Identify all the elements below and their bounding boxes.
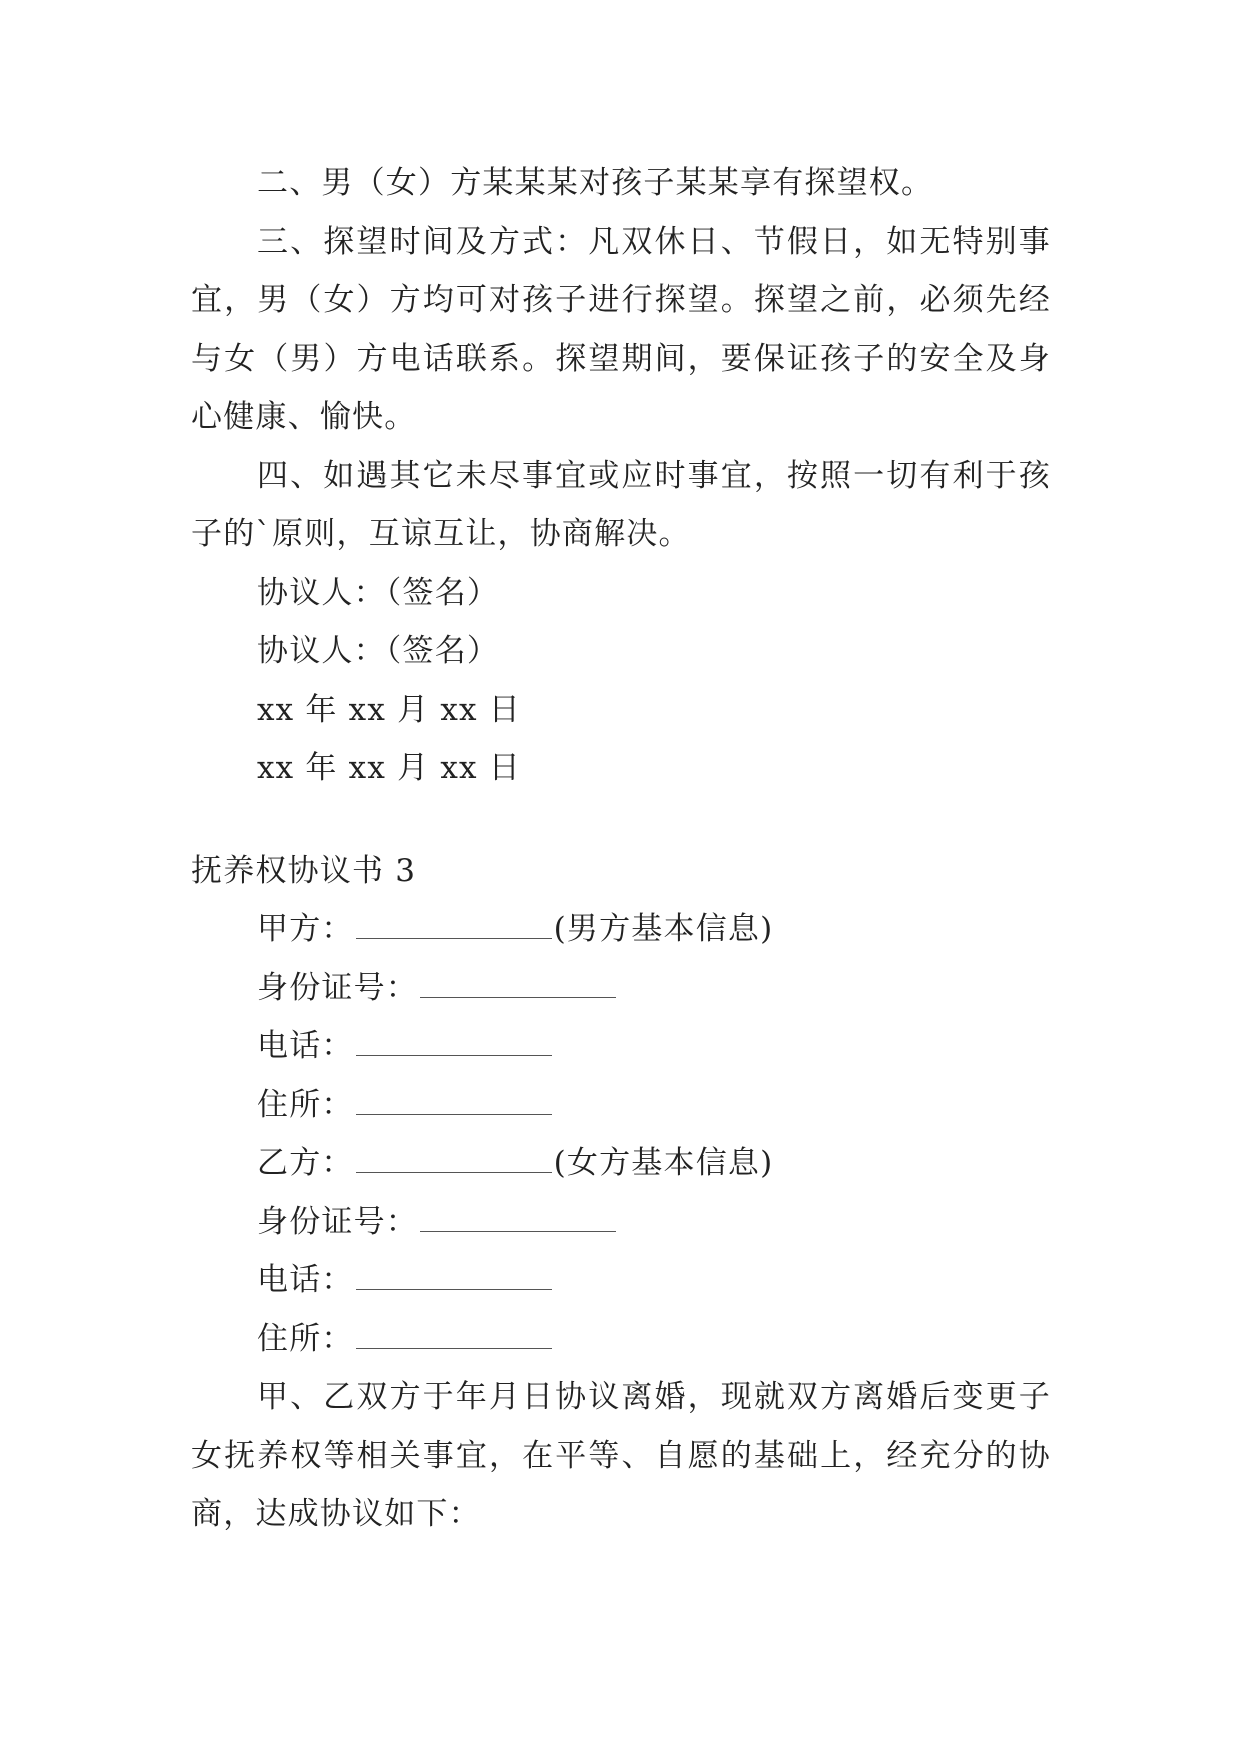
party-b-name-row — [191, 1134, 1051, 1193]
paragraph-other-matters: 四、如遇其它未尽事宜或应时事宜，按照一切有利于孩子的`原则，互谅互让，协商解决。 — [191, 457, 1051, 552]
blank-underline — [356, 1288, 552, 1290]
party-a-phone-label: 电话： — [257, 1028, 354, 1064]
party-a-address-row — [191, 1076, 1051, 1135]
party-a-name-row — [191, 900, 1051, 959]
party-b-address-label: 住所： — [257, 1320, 354, 1357]
section-title: 抚养权协议书 3 — [191, 852, 417, 889]
date-line: xx 年 xx 月 xx 日 — [257, 691, 521, 728]
party-b-phone-label: 电话： — [257, 1262, 354, 1298]
paragraph-visitation-time: 三、探望时间及方式：凡双休日、节假日，如无特别事宜，男（女）方均可对孩子进行探望。探望之前，必须先经与女（男）方电话联系。探望期间，要保证孩子的安全及身心健康、愉快。 — [191, 223, 1051, 435]
paragraph-visitation-right: 二、男（女）方某某某对孩子某某享有探望权。 — [257, 165, 934, 201]
party-a-name-note: (男方基本信息) — [553, 911, 774, 947]
blank-underline — [356, 937, 552, 939]
party-b-name-label: 乙方： — [257, 1145, 354, 1181]
blank-underline — [356, 1171, 552, 1173]
party-b-phone-row — [191, 1251, 1051, 1310]
blank-underline — [356, 1054, 552, 1056]
signature-line: 协议人：（签名） — [257, 633, 500, 669]
party-b-id-row — [191, 1193, 1051, 1252]
party-a-id-row — [191, 959, 1051, 1018]
party-b-id-label: 身份证号： — [257, 1203, 418, 1240]
date-line: xx 年 xx 月 xx 日 — [257, 750, 521, 786]
party-b-name-note: (女方基本信息) — [553, 1145, 774, 1181]
party-b-address-row — [191, 1310, 1051, 1369]
party-a-id-label: 身份证号： — [257, 969, 418, 1006]
signature-line: 协议人：（签名） — [257, 574, 500, 611]
document-body — [191, 154, 1051, 1544]
party-a-name-label: 甲方： — [257, 911, 354, 947]
party-a-address-label: 住所： — [257, 1086, 354, 1123]
blank-underline — [420, 1230, 616, 1232]
blank-underline — [356, 1347, 552, 1349]
paragraph-intro: 甲、乙双方于年月日协议离婚，现就双方离婚后变更子女抚养权等相关事宜，在平等、自愿的基础上，经充分的协商，达成协议如下： — [191, 1379, 1051, 1532]
party-a-phone-row — [191, 1017, 1051, 1076]
blank-underline — [420, 996, 616, 998]
blank-underline — [356, 1113, 552, 1115]
